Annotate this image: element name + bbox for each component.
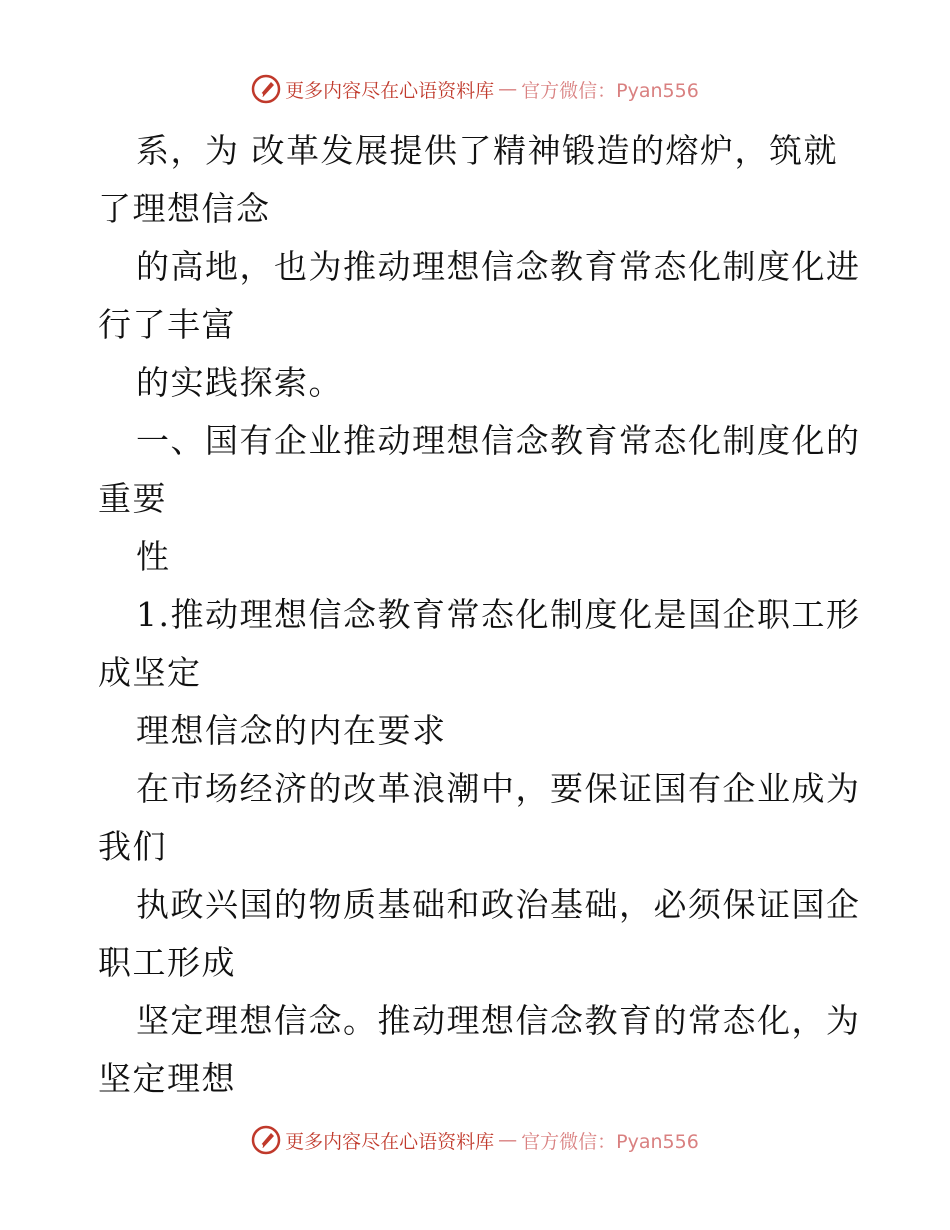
subsection-heading-cont: 理想信念的内在要求 [136,711,447,750]
section-heading-cont: 重要 [98,479,167,518]
brand-logo-icon [251,74,281,104]
text-line: 行了丰富 [98,305,236,344]
subsection-heading: 1.推动理想信念教育常态化制度化是国企职工形 [136,595,861,634]
page-footer-watermark [0,1125,950,1155]
text-line: 的实践探索。 [136,363,343,402]
text-line: 系，为 改革发展提供了精神锻造的熔炉，筑就 [136,131,838,170]
header-brand-text: 更多内容尽在心语资料库 [285,79,495,102]
text-line: 我们 [98,827,167,866]
section-heading: 一、国有企业推动理想信念教育常态化制度化的 [136,421,861,460]
text-line: 职工形成 [98,943,236,982]
footer-brand-text: 更多内容尽在心语资料库 [285,1130,495,1153]
section-heading-cont: 性 [136,537,171,576]
text-line: 在市场经济的改革浪潮中，要保证国有企业成为 [136,769,861,808]
text-line: 执政兴国的物质基础和政治基础，必须保证国企 [136,885,861,924]
text-line: 的高地，也为推动理想信念教育常态化制度化进 [136,247,861,286]
subsection-heading-cont: 成坚定 [98,653,202,692]
header-wechat-text: 官方微信：Pyan556 [521,79,699,102]
text-line: 了理想信念 [98,189,271,228]
footer-dash: — [498,1129,518,1151]
text-line: 坚定理想 [98,1059,236,1098]
text-line: 坚定理想信念。推动理想信念教育的常态化，为 [136,1001,861,1040]
page-header-watermark [0,74,950,104]
header-dash: — [498,78,518,100]
brand-logo-icon [251,1125,281,1155]
footer-wechat-text: 官方微信：Pyan556 [521,1130,699,1153]
document-body [98,122,861,1108]
